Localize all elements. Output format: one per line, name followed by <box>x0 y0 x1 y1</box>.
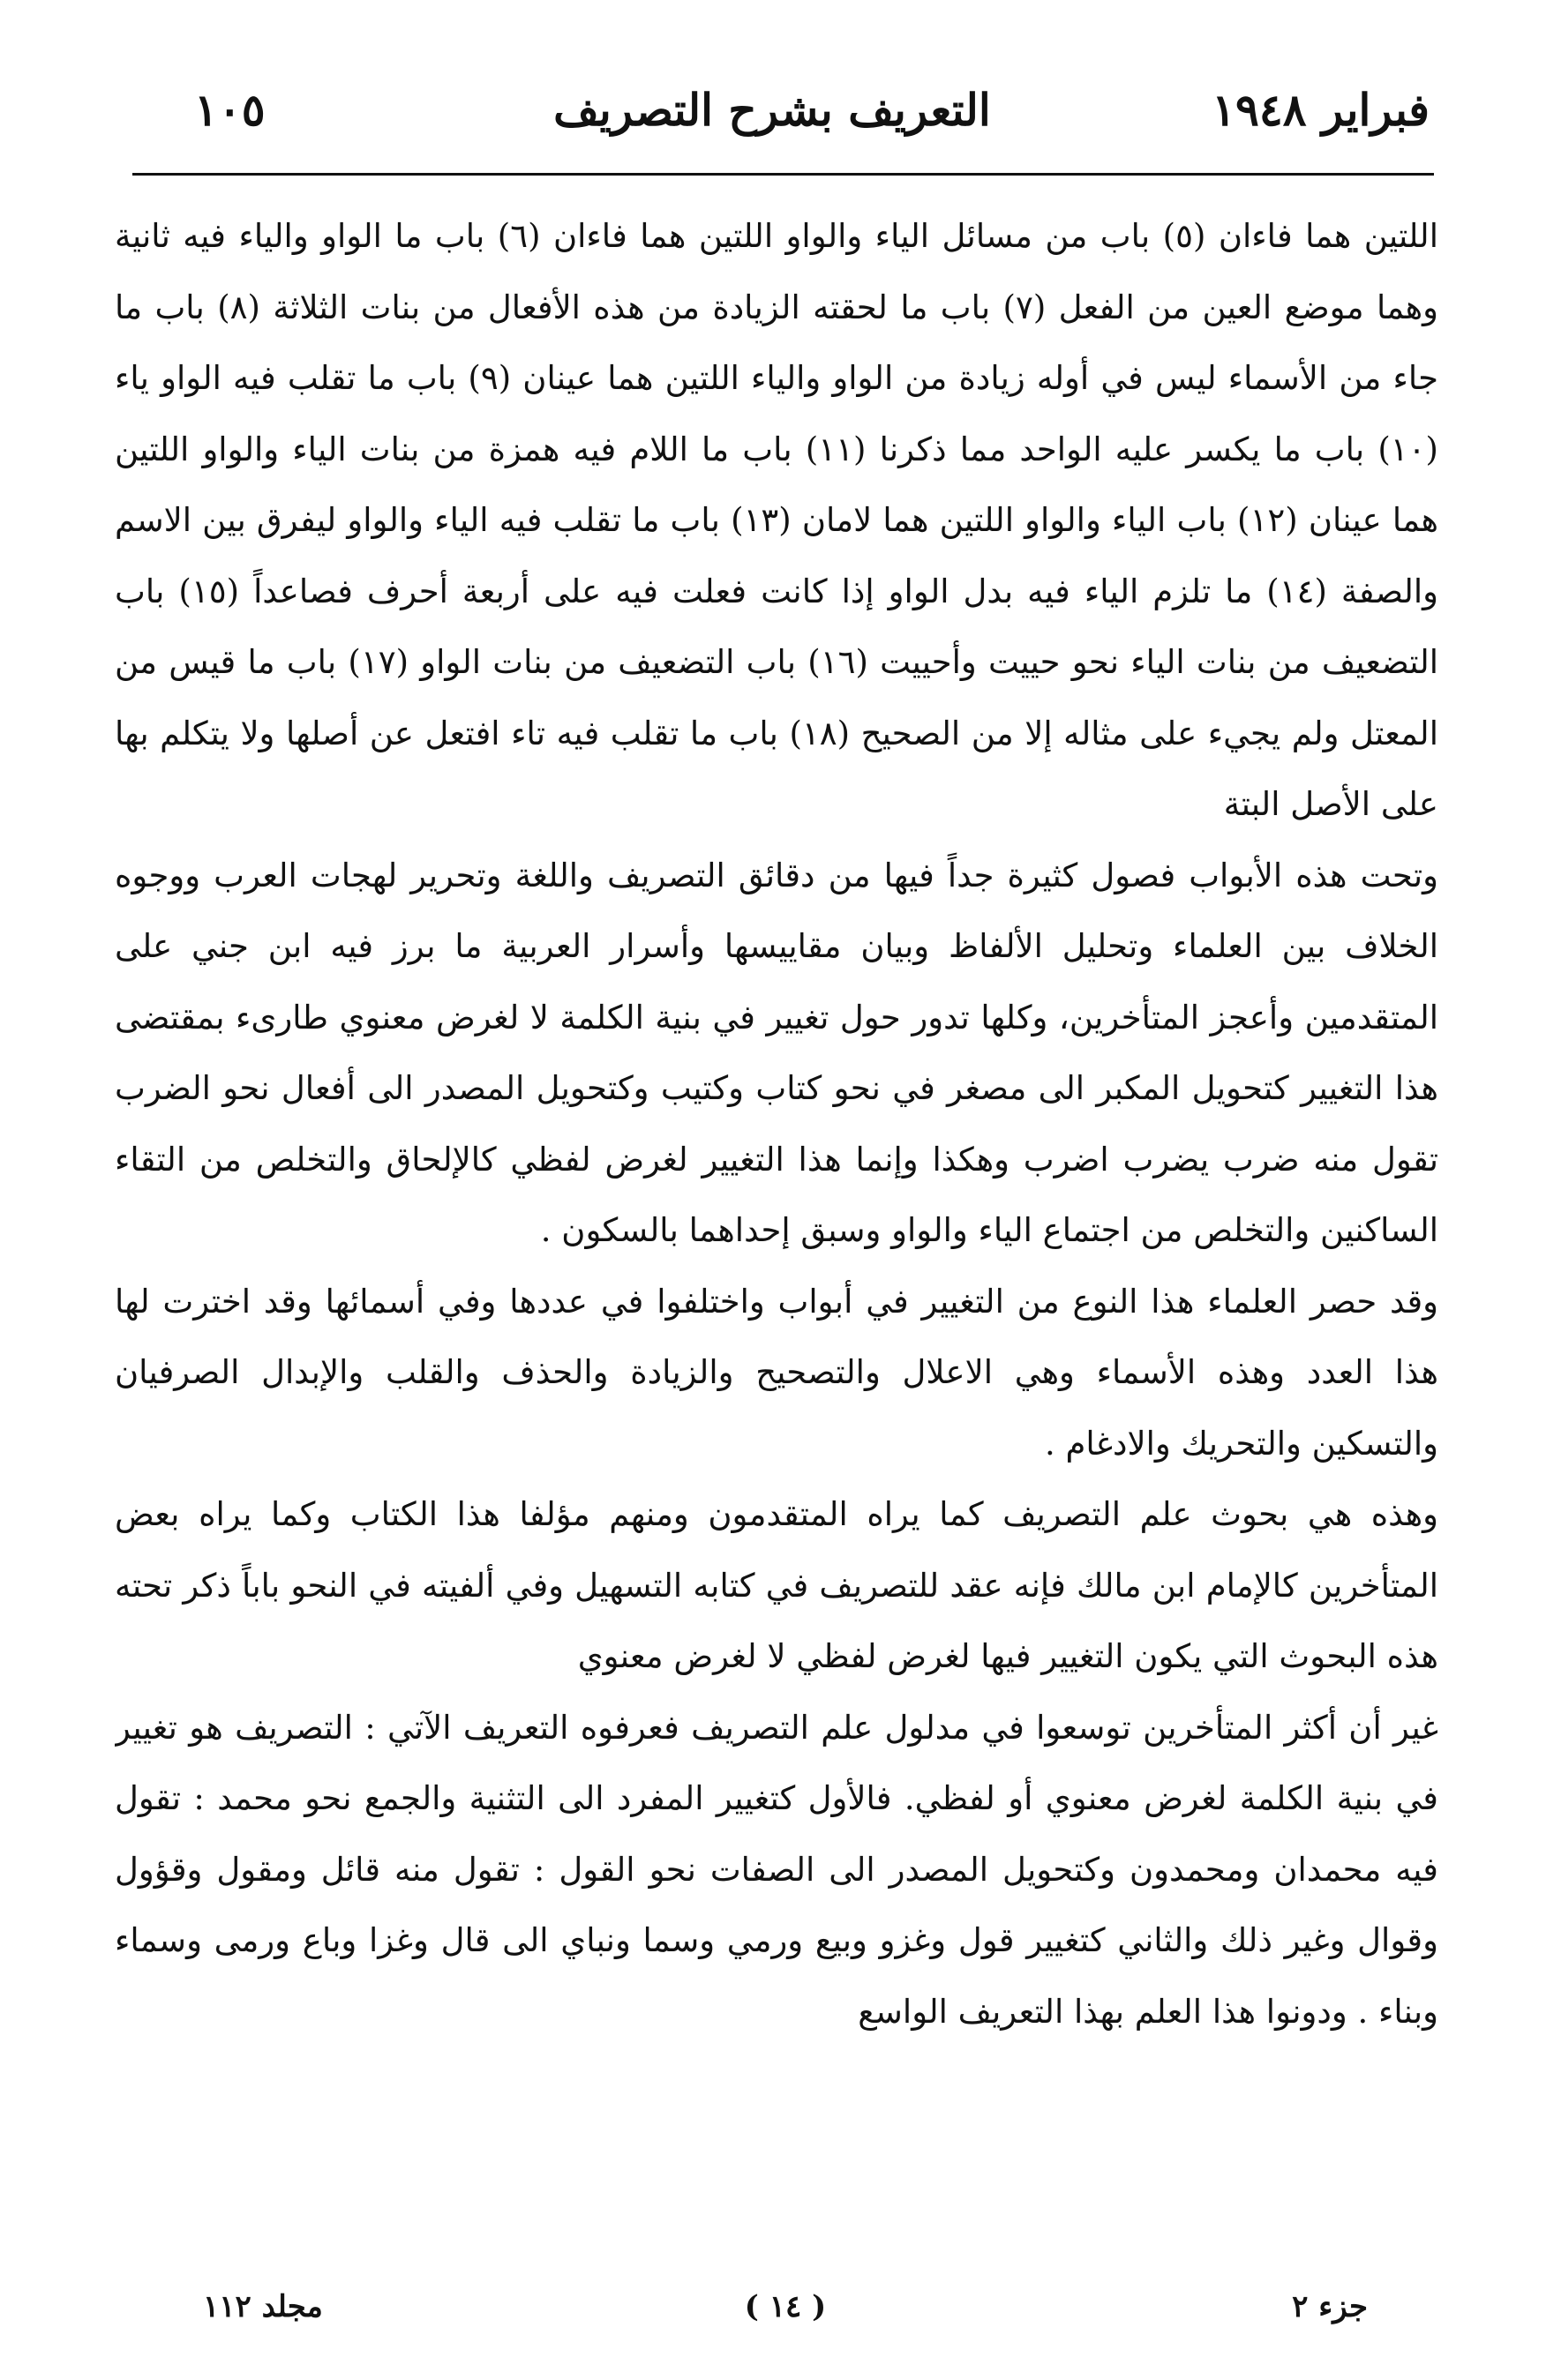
header-rule <box>132 173 1434 176</box>
paragraph-early-scholars: وهذه هي بحوث علم التصريف كما يراه المتقدمون ومنهم مؤلفا هذا الكتاب وكما يراه بعض المتأخرين كالإمام ابن مالك فإنه عقد للتصريف في كتابه التسهيل وفي ألفيته في النحو باباً ذكر تحته هذه البحوث التي يكون التغيير فيها لغرض لفظي لا لغرض معنوي <box>115 1495 1438 1675</box>
page-number: ١٠٥ <box>194 84 266 136</box>
paragraph-chapter-list: اللتين هما فاءان (٥) باب من مسائل الياء والواو اللتين هما فاءان (٦) باب ما الواو والياء فيه ثانية وهما موضع العين من الفعل (٧) باب ما لحقته الزيادة من هذه الأفعال من بنات الثلاثة (٨) باب ما جاء من الأسماء ليس في أوله زيادة من الواو والياء اللتين هما عينان (٩) باب ما تقلب فيه الواو ياء (١٠) باب ما يكسر عليه الواحد مما ذكرنا (١١) باب ما اللام فيه همزة من بنات الياء والواو اللتين هما عينان (١٢) باب الياء والواو اللتين هما لامان (١٣) باب ما تقلب فيه الياء والواو ليفرق بين الاسم والصفة (١٤) ما تلزم الياء فيه بدل الواو إذا كانت فعلت فيه على أربعة أحرف فصاعداً (١٥) باب التضعيف من بنات الياء نحو حييت وأحييت (١٦) باب التضعيف من بنات الواو (١٧) باب ما قيس من المعتل ولم يجيء على مثاله إلا من الصحيح (١٨) باب ما تقلب فيه تاء افتعل عن أصلها ولا يتكلم بها على الأصل البتة <box>115 217 1438 823</box>
body-text <box>115 201 1438 2265</box>
issue-date: فبراير ١٩٤٨ <box>1212 84 1430 136</box>
page-footer <box>203 2289 1368 2342</box>
page-header <box>115 84 1430 154</box>
paragraph-later-definition: غير أن أكثر المتأخرين توسعوا في مدلول علم التصريف فعرفوه التعريف الآتي : التصريف هو تغيير في بنية الكلمة لغرض معنوي أو لفظي. فالأول كتغيير المفرد الى التثنية والجمع نحو محمد : تقول فيه محمدان ومحمدون وكتحويل المصدر الى الصفات نحو القول : تقول منه قائل ومقول وقؤول وقوال وغير ذلك والثاني كتغيير قول وغزو وبيع ورمي وسما ونباي الى قال وغزا وباع ورمى وسماء وبناء . ودونوا هذا العلم بهذا التعريف الواسع <box>115 1708 1438 2031</box>
running-title: التعريف بشرح التصريف <box>553 84 991 136</box>
paragraph-subsections: وتحت هذه الأبواب فصول كثيرة جداً فيها من دقائق التصريف واللغة وتحرير لهجات العرب ووجوه الخلاف بين العلماء وتحليل الألفاظ وبيان مقاييسها وأسرار العربية ما برز فيه ابن جني على المتقدمين وأعجز المتأخرين، وكلها تدور حول تغيير في بنية الكلمة لا لغرض معنوي طارىء بمقتضى هذا التغيير كتحويل المكبر الى مصغر في نحو كتاب وكتيب وكتحويل المصدر الى أفعال نحو الضرب تقول منه ضرب يضرب اضرب وهكذا وإنما هذا التغيير لغرض لفظي كالإلحاق والتخلص من التقاء الساكنين والتخلص من اجتماع الياء والواو وسبق إحداهما بالسكون . <box>115 856 1438 1249</box>
page-index: ( ١٤ ) <box>744 2289 827 2324</box>
volume-number: مجلد ١١٢ <box>203 2289 323 2324</box>
paragraph-classification: وقد حصر العلماء هذا النوع من التغيير في أبواب واختلفوا في عددها وفي أسمائها وقد اخترت لها هذا العدد وهذه الأسماء وهي الاعلال والتصحيح والزيادة والحذف والقلب والإبدال الصرفيان والتسكين والتحريك والادغام . <box>115 1282 1438 1463</box>
issue-part: جزء ٢ <box>1292 2289 1368 2324</box>
